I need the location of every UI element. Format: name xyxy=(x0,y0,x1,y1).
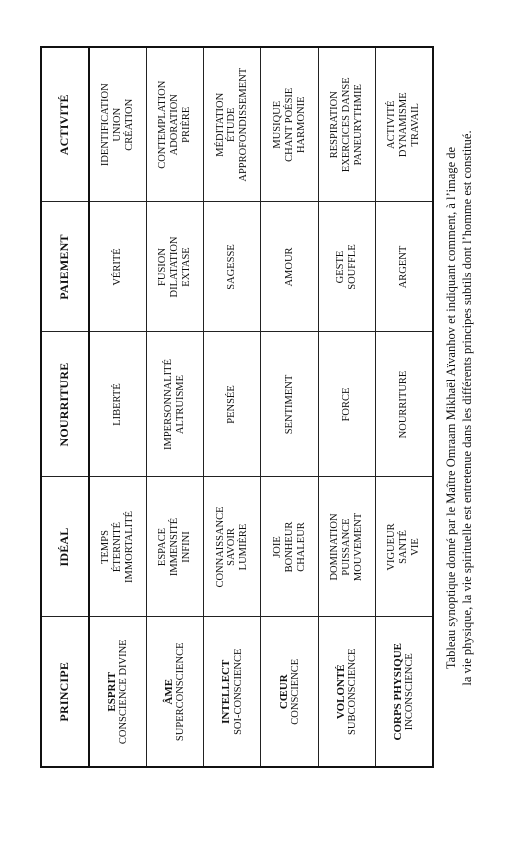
ideal-term: VIGUEUR xyxy=(386,523,398,571)
principe-name: VOLONTÉ xyxy=(334,664,347,720)
cell-paiement xyxy=(261,202,318,332)
principe-consciousness: CONSCIENCE xyxy=(289,658,301,725)
cell-principe xyxy=(89,617,146,767)
paiement-term: GESTE xyxy=(335,250,347,284)
table-row xyxy=(376,47,433,767)
principe-consciousness: SUPERCONSCIENCE xyxy=(175,642,187,742)
ideal-term: CHALEUR xyxy=(295,522,307,572)
ideal-term: VIE xyxy=(409,538,421,556)
header-principe: PRINCIPE xyxy=(41,617,89,767)
principe-name: ESPRIT xyxy=(105,671,118,712)
cell-nourriture xyxy=(318,332,375,477)
paiement-term: ARGENT xyxy=(398,245,410,289)
ideal-term: BONHEUR xyxy=(283,521,295,573)
ideal-term: ÉTERNITÉ xyxy=(112,521,124,573)
table-row xyxy=(261,47,318,767)
caption-line-2: la vie physique, la vie spirituelle est entretenue dans les différents principes subtils dont l’homme est constitué. xyxy=(459,130,474,686)
cell-principe xyxy=(204,617,261,767)
activite-term: TRAVAIL xyxy=(409,103,421,147)
cell-nourriture xyxy=(89,332,146,477)
cell-activite xyxy=(261,47,318,202)
cell-activite xyxy=(376,47,433,202)
activite-term: MUSIQUE xyxy=(272,100,284,149)
synoptic-table xyxy=(40,46,434,768)
ideal-term: ESPACE xyxy=(157,527,169,567)
ideal-term: CONNAISSANCE xyxy=(214,506,226,588)
principe-name: CORPS PHYSIQUE xyxy=(392,643,405,741)
cell-paiement xyxy=(146,202,203,332)
ideal-term: DOMINATION xyxy=(329,513,341,581)
table-row xyxy=(146,47,203,767)
header-row xyxy=(41,47,89,767)
cell-activite xyxy=(318,47,375,202)
activite-term: MÉDITATION xyxy=(214,92,226,157)
nourriture-term: LIBERTÉ xyxy=(112,383,124,426)
cell-principe xyxy=(318,617,375,767)
principe-consciousness: INCONSCIENCE xyxy=(404,653,416,731)
cell-nourriture xyxy=(376,332,433,477)
paiement-term: AMOUR xyxy=(283,247,295,287)
paiement-term: SOUFFLE xyxy=(346,244,358,290)
cell-ideal xyxy=(318,477,375,617)
ideal-term: PUISSANCE xyxy=(341,518,353,576)
activite-term: CRÉATION xyxy=(123,98,135,151)
principe-name: CŒUR xyxy=(277,674,290,710)
ideal-term: SAVOIR xyxy=(226,528,238,566)
activite-term: HARMONIE xyxy=(295,96,307,154)
nourriture-term: FORCE xyxy=(341,387,353,422)
cell-ideal xyxy=(204,477,261,617)
cell-ideal xyxy=(89,477,146,617)
cell-principe xyxy=(146,617,203,767)
ideal-term: MOUVEMENT xyxy=(352,512,364,582)
cell-activite xyxy=(89,47,146,202)
activite-term: IDENTIFICATION xyxy=(100,83,112,167)
ideal-term: INFINI xyxy=(180,531,192,563)
activite-term: APPROFONDISSEMENT xyxy=(238,67,250,182)
ideal-term: JOIE xyxy=(272,536,284,558)
cell-ideal xyxy=(146,477,203,617)
cell-principe xyxy=(261,617,318,767)
cell-activite xyxy=(204,47,261,202)
paiement-term: VÉRITÉ xyxy=(112,248,124,286)
paiement-term: DILATATION xyxy=(169,236,181,298)
header-nourriture: NOURRITURE xyxy=(41,332,89,477)
activite-term: DYNAMISME xyxy=(398,92,410,158)
activite-term: ACTIVITÉ xyxy=(386,100,398,149)
activite-term: RESPIRATION xyxy=(329,91,341,159)
ideal-term: TEMPS xyxy=(100,530,112,564)
table-row xyxy=(204,47,261,767)
principe-consciousness: CONSCIENCE DIVINE xyxy=(118,639,130,745)
activite-term: EXERCICES DANSE xyxy=(341,77,353,173)
cell-paiement xyxy=(376,202,433,332)
activite-term: UNION xyxy=(112,107,124,142)
principe-consciousness: SOI-CONSCIENCE xyxy=(232,648,244,735)
cell-nourriture xyxy=(146,332,203,477)
paiement-term: FUSION xyxy=(157,248,169,286)
nourriture-term: NOURRITURE xyxy=(398,370,410,439)
table-row xyxy=(89,47,146,767)
cell-ideal xyxy=(261,477,318,617)
activite-term: PRIÈRE xyxy=(180,106,192,143)
ideal-term: IMMORTALITÉ xyxy=(123,510,135,584)
nourriture-term: ALTRUISME xyxy=(174,374,186,435)
activite-term: PANEURYTHMIE xyxy=(352,84,364,166)
cell-ideal xyxy=(376,477,433,617)
paiement-term: SAGESSE xyxy=(226,244,238,290)
principe-name: INTELLECT xyxy=(220,659,233,724)
nourriture-term: SENTIMENT xyxy=(283,374,295,435)
table-row xyxy=(318,47,375,767)
cell-activite xyxy=(146,47,203,202)
table-caption xyxy=(444,58,475,758)
caption-line-1: Tableau synoptique donné par le Maître Omraam Mikhaël Aïvanhov et indiquant comment, à l’image de xyxy=(444,146,458,670)
principe-consciousness: SUBCONSCIENCE xyxy=(347,648,359,735)
header-activite: ACTIVITÉ xyxy=(41,47,89,202)
principe-name: ÂME xyxy=(162,678,175,705)
paiement-term: EXTASE xyxy=(180,247,192,287)
header-paiement: PAIEMENT xyxy=(41,202,89,332)
cell-paiement xyxy=(89,202,146,332)
cell-nourriture xyxy=(261,332,318,477)
rotated-page xyxy=(40,48,474,768)
nourriture-term: IMPERSONNALITÉ xyxy=(163,359,175,450)
activite-term: ADORATION xyxy=(169,94,181,156)
ideal-term: SANTÉ xyxy=(398,530,410,564)
activite-term: CONTEMPLATION xyxy=(157,80,169,169)
cell-principe xyxy=(376,617,433,767)
activite-term: ÉTUDE xyxy=(226,107,238,142)
ideal-term: IMMENSITÉ xyxy=(169,517,181,577)
nourriture-term: PENSÉE xyxy=(226,385,238,424)
header-ideal: IDÉAL xyxy=(41,477,89,617)
cell-nourriture xyxy=(204,332,261,477)
ideal-term: LUMIÈRE xyxy=(238,523,250,571)
activite-term: CHANT POÉSIE xyxy=(283,87,295,162)
cell-paiement xyxy=(318,202,375,332)
table-body xyxy=(89,47,433,767)
cell-paiement xyxy=(204,202,261,332)
